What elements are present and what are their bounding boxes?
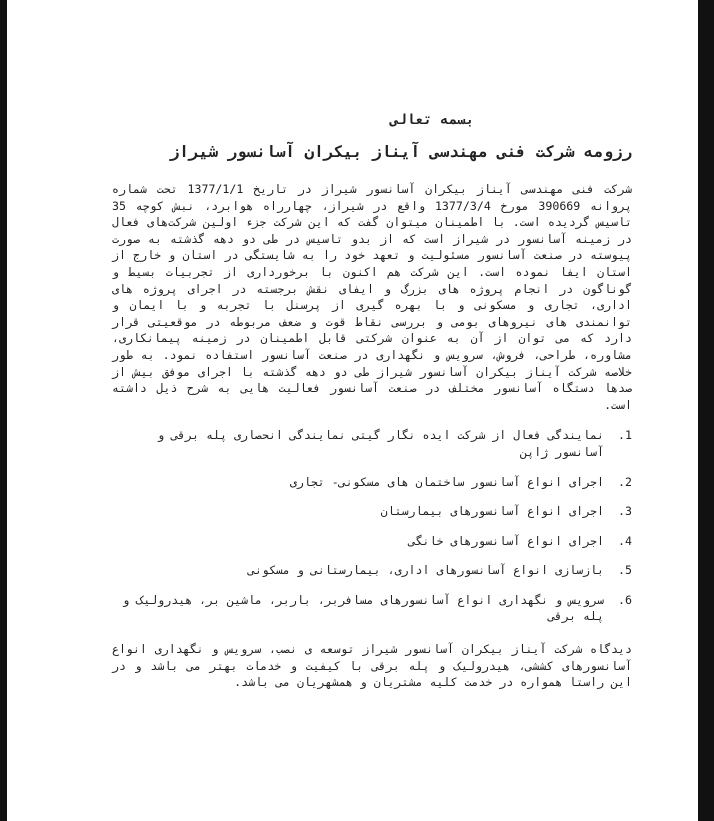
list-item-text: بازسازی انواع آسانسورهای اداری، بیمارستانی و مسکونی: [248, 563, 604, 578]
activities-list: [112, 427, 632, 625]
heading-basmala: بسمه تعالی: [389, 112, 475, 128]
list-item: [112, 562, 632, 579]
list-item-number: 5.: [618, 563, 632, 578]
list-item-number: 3.: [618, 504, 632, 519]
right-frame-border: [698, 0, 714, 821]
list-item-text: نمایندگی فعال از شرکت ایده نگار گیتی نمایندگی انحصاری پله برقی و آسانسور ژاپن: [157, 428, 604, 459]
list-item: [112, 503, 632, 520]
left-frame-border: [0, 0, 7, 821]
list-item-number: 6.: [618, 592, 632, 607]
document-body: [112, 112, 632, 705]
intro-paragraph: شرکت فنی مهندسی آیناز بیکران آسانسور شیراز در تاریخ 1377/1/1 تحت شماره پروانه 390669 مورخ 1377/3/4 واقع در شیراز، چهارراه هوابرد، نبش کوچه 35 تاسیس گردیده است. با اطمینان میتوان گفت که این شرکت جزء اولین شرکت‌های فعال در زمینه آسانسور در شیراز است که از بدو تاسیس در طی دو دهه گذشته به صورت پیوسته در صنعت آسانسور مسئولیت و تعهد خود را به شایستگی در استان و خارج از استان ایفا نموده است. این شرکت هم اکنون با برخورداری از تجربیات بسیط و گوناگون در انجام پروژه های بزرگ و ایفای نقش برجسته در اجرای پروژه های اداری، تجاری و مسکونی و با بهره گیری از پرسنل با تجربه و با ایمان و توانمندی های نیروهای بومی و بررسی نقاط قوت و ضعف مربوطه در موقعیتی قرار دارد که می توان از آن به عنوان شرکتی قابل اطمینان در زمینه پیمانکاری، مشاوره، طراحی، فروش، سرویس و نگهداری در صنعت آسانسور استفاده نمود. به طور خلاصه شرکت آیناز بیکران آسانسور شیراز طی دو دهه گذشته با اجرای موفق بیش از صدها دستگاه آسانسور مختلف در صنعت آسانسور فعالیت هایی به شرح ذیل داشته است.: [112, 182, 632, 412]
list-item-text: سرویس و نگهداری انواع آسانسورهای مسافربر، باربر، ماشین بر، هیدرولیک و پله برقی: [122, 592, 604, 624]
list-item: [112, 533, 632, 550]
document-page: [7, 0, 698, 821]
document-title: رزومه شرکت فنی مهندسی آیناز بیکران آسانسور شیراز: [169, 142, 632, 161]
list-item-number: 2.: [618, 474, 632, 489]
list-item-text: اجرای انواع آسانسورهای خانگی: [408, 533, 604, 548]
list-item-text: اجرای انواع آسانسور ساختمان های مسکونی- تجاری: [289, 474, 604, 489]
list-item-text: اجرای انواع آسانسورهای بیمارستان: [380, 504, 604, 519]
list-item: [112, 474, 632, 491]
list-item: [112, 592, 632, 625]
list-item-number: 1.: [618, 428, 632, 443]
list-item: [112, 427, 632, 460]
list-item-number: 4.: [618, 533, 632, 548]
closing-paragraph: دیدگاه شرکت آیناز بیکران آسانسور شیراز توسعه ی نصب، سرویس و نگهداری انواع آسانسورهای کششی، هیدرولیک و پله برقی با کیفیت و خدمات بهتر می باشد و در این راستا همواره در خدمت کلیه مشتریان و همشهریان می باشد.: [112, 642, 632, 690]
